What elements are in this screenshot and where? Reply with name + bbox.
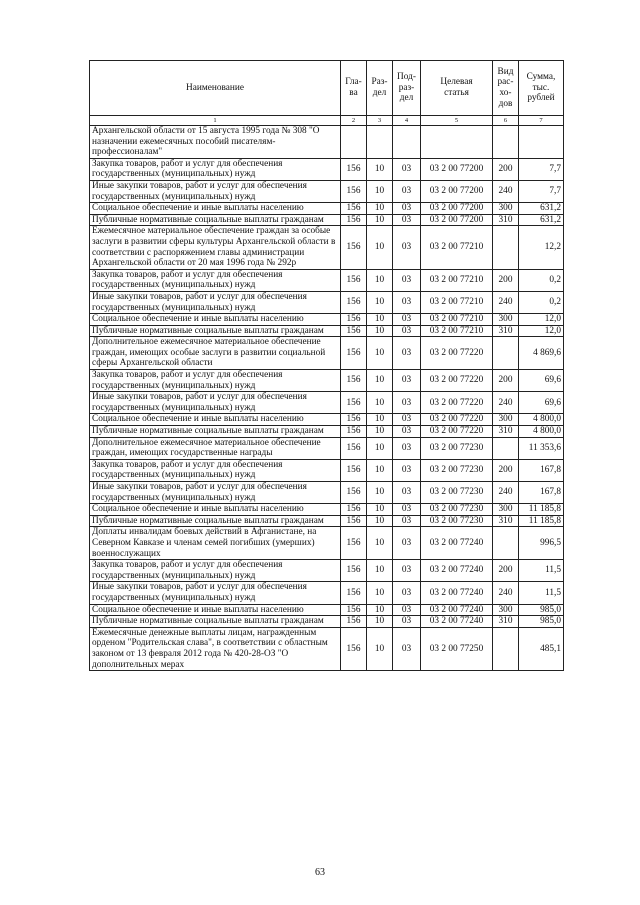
cell-sum: 0,2	[519, 291, 564, 313]
table-row	[90, 325, 564, 337]
cell-name: Иные закупки товаров, работ и услуг для обеспечения государственных (муниципальных) нужд	[90, 180, 341, 202]
cell-sum: 996,5	[519, 527, 564, 560]
cell-chapter: 156	[341, 392, 367, 414]
header-expense-type: Вид рас- хо- дов	[493, 61, 519, 116]
header-chapter: Гла- ва	[341, 61, 367, 116]
cell-subsection: 03	[393, 314, 421, 326]
cell-subsection: 03	[393, 560, 421, 582]
cell-expense-type: 200	[493, 560, 519, 582]
cell-expense-type	[493, 437, 519, 459]
cell-subsection: 03	[393, 426, 421, 438]
header-name: Наименование	[90, 61, 341, 116]
table-row	[90, 437, 564, 459]
cell-chapter: 156	[341, 291, 367, 313]
cell-chapter: 156	[341, 180, 367, 202]
table-row	[90, 314, 564, 326]
cell-section: 10	[367, 392, 393, 414]
cell-name: Закупка товаров, работ и услуг для обеспечения государственных (муниципальных) нужд	[90, 269, 341, 291]
cell-subsection: 03	[393, 269, 421, 291]
cell-name: Публичные нормативные социальные выплаты гражданам	[90, 426, 341, 438]
cell-target-article: 03 2 00 77210	[421, 325, 493, 337]
header-sum: Сумма, тыс. рублей	[519, 61, 564, 116]
table-row	[90, 337, 564, 370]
cell-chapter: 156	[341, 604, 367, 616]
cell-chapter: 156	[341, 203, 367, 215]
cell-section: 10	[367, 515, 393, 527]
cell-target-article: 03 2 00 77230	[421, 504, 493, 516]
cell-target-article: 03 2 00 77210	[421, 314, 493, 326]
cell-subsection: 03	[393, 158, 421, 180]
cell-expense-type: 200	[493, 370, 519, 392]
cell-section: 10	[367, 325, 393, 337]
cell-section: 10	[367, 314, 393, 326]
cell-target-article: 03 2 00 77230	[421, 459, 493, 481]
cell-expense-type: 300	[493, 604, 519, 616]
cell-name: Иные закупки товаров, работ и услуг для обеспечения государственных (муниципальных) нужд	[90, 582, 341, 604]
column-number: 4	[393, 116, 421, 126]
cell-chapter: 156	[341, 627, 367, 670]
cell-expense-type: 240	[493, 180, 519, 202]
cell-chapter: 156	[341, 325, 367, 337]
cell-target-article: 03 2 00 77200	[421, 158, 493, 180]
cell-chapter: 156	[341, 616, 367, 628]
cell-chapter: 156	[341, 314, 367, 326]
table-row	[90, 426, 564, 438]
cell-sum	[519, 126, 564, 159]
cell-name: Дополнительное ежемесячное материальное обеспечение граждан, имеющих государственные награды	[90, 437, 341, 459]
cell-subsection: 03	[393, 437, 421, 459]
cell-subsection: 03	[393, 203, 421, 215]
cell-sum: 69,6	[519, 392, 564, 414]
cell-sum: 167,8	[519, 482, 564, 504]
cell-chapter: 156	[341, 214, 367, 226]
cell-target-article: 03 2 00 77240	[421, 604, 493, 616]
cell-expense-type	[493, 337, 519, 370]
cell-sum: 12,0	[519, 314, 564, 326]
cell-section: 10	[367, 426, 393, 438]
cell-target-article: 03 2 00 77250	[421, 627, 493, 670]
table-row	[90, 414, 564, 426]
cell-section: 10	[367, 482, 393, 504]
table-row	[90, 515, 564, 527]
cell-sum: 11,5	[519, 560, 564, 582]
cell-sum: 69,6	[519, 370, 564, 392]
cell-subsection: 03	[393, 582, 421, 604]
table-row	[90, 126, 564, 159]
column-number-row	[90, 116, 564, 126]
cell-name: Ежемесячное материальное обеспечение граждан за особые заслуги в развитии сферы культуры Архангельской области в соответствии с распоряжением главы администрации Архангельской области от 20 мая 1996 года № 292р	[90, 226, 341, 269]
cell-name: Публичные нормативные социальные выплаты гражданам	[90, 325, 341, 337]
table-row	[90, 560, 564, 582]
page-number: 63	[315, 867, 325, 878]
cell-section: 10	[367, 180, 393, 202]
cell-subsection: 03	[393, 226, 421, 269]
cell-name: Доплаты инвалидам боевых действий в Афганистане, на Северном Кавказе и членам семей погибших (умерших) военнослужащих	[90, 527, 341, 560]
cell-sum: 11 185,8	[519, 504, 564, 516]
cell-expense-type: 310	[493, 616, 519, 628]
table-row	[90, 504, 564, 516]
table-header-row	[90, 61, 564, 116]
cell-subsection: 03	[393, 291, 421, 313]
cell-section: 10	[367, 414, 393, 426]
cell-sum: 631,2	[519, 203, 564, 215]
cell-sum: 4 800,0	[519, 426, 564, 438]
cell-name: Социальное обеспечение и иные выплаты населению	[90, 203, 341, 215]
cell-subsection	[393, 126, 421, 159]
cell-chapter: 156	[341, 515, 367, 527]
table-row	[90, 627, 564, 670]
cell-subsection: 03	[393, 515, 421, 527]
cell-chapter: 156	[341, 426, 367, 438]
cell-subsection: 03	[393, 459, 421, 481]
cell-target-article: 03 2 00 77200	[421, 180, 493, 202]
header-target: Целевая статья	[421, 61, 493, 116]
cell-target-article: 03 2 00 77210	[421, 291, 493, 313]
cell-expense-type	[493, 226, 519, 269]
cell-chapter: 156	[341, 482, 367, 504]
cell-section: 10	[367, 560, 393, 582]
table-row	[90, 604, 564, 616]
cell-subsection: 03	[393, 627, 421, 670]
header-subsection: Под- раз- дел	[393, 61, 421, 116]
cell-subsection: 03	[393, 214, 421, 226]
cell-section: 10	[367, 370, 393, 392]
budget-table	[89, 60, 564, 671]
cell-chapter: 156	[341, 582, 367, 604]
table-row	[90, 226, 564, 269]
cell-sum: 985,0	[519, 604, 564, 616]
cell-section: 10	[367, 203, 393, 215]
cell-subsection: 03	[393, 370, 421, 392]
table-body	[90, 126, 564, 671]
cell-subsection: 03	[393, 604, 421, 616]
table-row	[90, 180, 564, 202]
cell-sum: 11 353,6	[519, 437, 564, 459]
cell-expense-type: 310	[493, 515, 519, 527]
table-row	[90, 158, 564, 180]
cell-chapter: 156	[341, 560, 367, 582]
cell-section: 10	[367, 504, 393, 516]
cell-subsection: 03	[393, 337, 421, 370]
cell-expense-type: 200	[493, 269, 519, 291]
column-number: 3	[367, 116, 393, 126]
cell-subsection: 03	[393, 325, 421, 337]
cell-chapter: 156	[341, 337, 367, 370]
cell-expense-type: 310	[493, 325, 519, 337]
cell-section: 10	[367, 437, 393, 459]
cell-target-article: 03 2 00 77240	[421, 527, 493, 560]
cell-name: Социальное обеспечение и иные выплаты населению	[90, 414, 341, 426]
cell-expense-type: 240	[493, 291, 519, 313]
table-row	[90, 370, 564, 392]
cell-expense-type: 300	[493, 414, 519, 426]
table-row	[90, 214, 564, 226]
column-number: 2	[341, 116, 367, 126]
cell-chapter: 156	[341, 437, 367, 459]
cell-sum: 11 185,8	[519, 515, 564, 527]
cell-name: Социальное обеспечение и иные выплаты населению	[90, 504, 341, 516]
table-row	[90, 582, 564, 604]
cell-section: 10	[367, 604, 393, 616]
cell-name: Архангельской области от 15 августа 1995 года № 308 "О назначении ежемесячных пособий писателям-профессионалам"	[90, 126, 341, 159]
cell-chapter: 156	[341, 370, 367, 392]
cell-name: Иные закупки товаров, работ и услуг для обеспечения государственных (муниципальных) нужд	[90, 482, 341, 504]
cell-section: 10	[367, 527, 393, 560]
cell-name: Публичные нормативные социальные выплаты гражданам	[90, 616, 341, 628]
cell-subsection: 03	[393, 504, 421, 516]
cell-chapter: 156	[341, 414, 367, 426]
cell-subsection: 03	[393, 180, 421, 202]
cell-target-article: 03 2 00 77230	[421, 515, 493, 527]
cell-name: Дополнительное ежемесячное материальное обеспечение граждан, имеющих особые заслуги в развитии социальной сферы Архангельской области	[90, 337, 341, 370]
table-row	[90, 527, 564, 560]
cell-target-article: 03 2 00 77200	[421, 203, 493, 215]
column-number: 7	[519, 116, 564, 126]
cell-chapter: 156	[341, 158, 367, 180]
cell-expense-type: 310	[493, 214, 519, 226]
cell-sum: 7,7	[519, 158, 564, 180]
cell-sum: 4 869,6	[519, 337, 564, 370]
cell-chapter	[341, 126, 367, 159]
cell-chapter: 156	[341, 459, 367, 481]
cell-sum: 4 800,0	[519, 414, 564, 426]
cell-sum: 485,1	[519, 627, 564, 670]
cell-subsection: 03	[393, 527, 421, 560]
cell-subsection: 03	[393, 414, 421, 426]
cell-expense-type: 200	[493, 459, 519, 481]
cell-subsection: 03	[393, 482, 421, 504]
cell-target-article: 03 2 00 77220	[421, 426, 493, 438]
cell-sum: 12,0	[519, 325, 564, 337]
cell-expense-type	[493, 527, 519, 560]
table-row	[90, 459, 564, 481]
cell-name: Социальное обеспечение и иные выплаты населению	[90, 604, 341, 616]
table-row	[90, 269, 564, 291]
cell-target-article: 03 2 00 77220	[421, 337, 493, 370]
cell-section: 10	[367, 214, 393, 226]
cell-subsection: 03	[393, 616, 421, 628]
cell-target-article: 03 2 00 77220	[421, 414, 493, 426]
cell-expense-type: 300	[493, 314, 519, 326]
cell-name: Закупка товаров, работ и услуг для обеспечения государственных (муниципальных) нужд	[90, 370, 341, 392]
column-number: 6	[493, 116, 519, 126]
cell-chapter: 156	[341, 226, 367, 269]
cell-target-article: 03 2 00 77220	[421, 392, 493, 414]
cell-section: 10	[367, 291, 393, 313]
cell-expense-type: 240	[493, 582, 519, 604]
cell-expense-type: 300	[493, 203, 519, 215]
cell-name: Публичные нормативные социальные выплаты гражданам	[90, 214, 341, 226]
table-row	[90, 392, 564, 414]
cell-sum: 985,0	[519, 616, 564, 628]
cell-section: 10	[367, 158, 393, 180]
cell-name: Социальное обеспечение и иные выплаты населению	[90, 314, 341, 326]
cell-sum: 7,7	[519, 180, 564, 202]
cell-target-article: 03 2 00 77210	[421, 226, 493, 269]
cell-expense-type	[493, 627, 519, 670]
cell-expense-type: 300	[493, 504, 519, 516]
table-row	[90, 616, 564, 628]
column-number: 5	[421, 116, 493, 126]
cell-section	[367, 126, 393, 159]
cell-name: Иные закупки товаров, работ и услуг для обеспечения государственных (муниципальных) нужд	[90, 392, 341, 414]
cell-expense-type	[493, 126, 519, 159]
cell-target-article: 03 2 00 77240	[421, 582, 493, 604]
cell-chapter: 156	[341, 527, 367, 560]
cell-target-article: 03 2 00 77230	[421, 482, 493, 504]
cell-section: 10	[367, 337, 393, 370]
cell-target-article: 03 2 00 77230	[421, 437, 493, 459]
cell-expense-type: 240	[493, 392, 519, 414]
cell-name: Публичные нормативные социальные выплаты гражданам	[90, 515, 341, 527]
cell-target-article: 03 2 00 77240	[421, 560, 493, 582]
cell-section: 10	[367, 627, 393, 670]
cell-target-article	[421, 126, 493, 159]
cell-sum: 0,2	[519, 269, 564, 291]
cell-name: Закупка товаров, работ и услуг для обеспечения государственных (муниципальных) нужд	[90, 560, 341, 582]
cell-sum: 12,2	[519, 226, 564, 269]
table-row	[90, 482, 564, 504]
cell-name: Ежемесячные денежные выплаты лицам, награжденным орденом "Родительская слава", в соответствии с областным законом от 13 февраля 2012 года № 420-28-ОЗ "О дополнительных мерах	[90, 627, 341, 670]
cell-sum: 11,5	[519, 582, 564, 604]
cell-target-article: 03 2 00 77240	[421, 616, 493, 628]
cell-section: 10	[367, 616, 393, 628]
cell-section: 10	[367, 459, 393, 481]
cell-section: 10	[367, 269, 393, 291]
cell-sum: 167,8	[519, 459, 564, 481]
table-row	[90, 203, 564, 215]
cell-section: 10	[367, 582, 393, 604]
cell-expense-type: 200	[493, 158, 519, 180]
cell-name: Закупка товаров, работ и услуг для обеспечения государственных (муниципальных) нужд	[90, 158, 341, 180]
cell-chapter: 156	[341, 269, 367, 291]
table-row	[90, 291, 564, 313]
cell-chapter: 156	[341, 504, 367, 516]
cell-name: Иные закупки товаров, работ и услуг для обеспечения государственных (муниципальных) нужд	[90, 291, 341, 313]
column-number: 1	[90, 116, 341, 126]
cell-target-article: 03 2 00 77200	[421, 214, 493, 226]
cell-expense-type: 240	[493, 482, 519, 504]
cell-section: 10	[367, 226, 393, 269]
cell-target-article: 03 2 00 77220	[421, 370, 493, 392]
header-section: Раз- дел	[367, 61, 393, 116]
cell-subsection: 03	[393, 392, 421, 414]
cell-sum: 631,2	[519, 214, 564, 226]
cell-target-article: 03 2 00 77210	[421, 269, 493, 291]
cell-name: Закупка товаров, работ и услуг для обеспечения государственных (муниципальных) нужд	[90, 459, 341, 481]
cell-expense-type: 310	[493, 426, 519, 438]
